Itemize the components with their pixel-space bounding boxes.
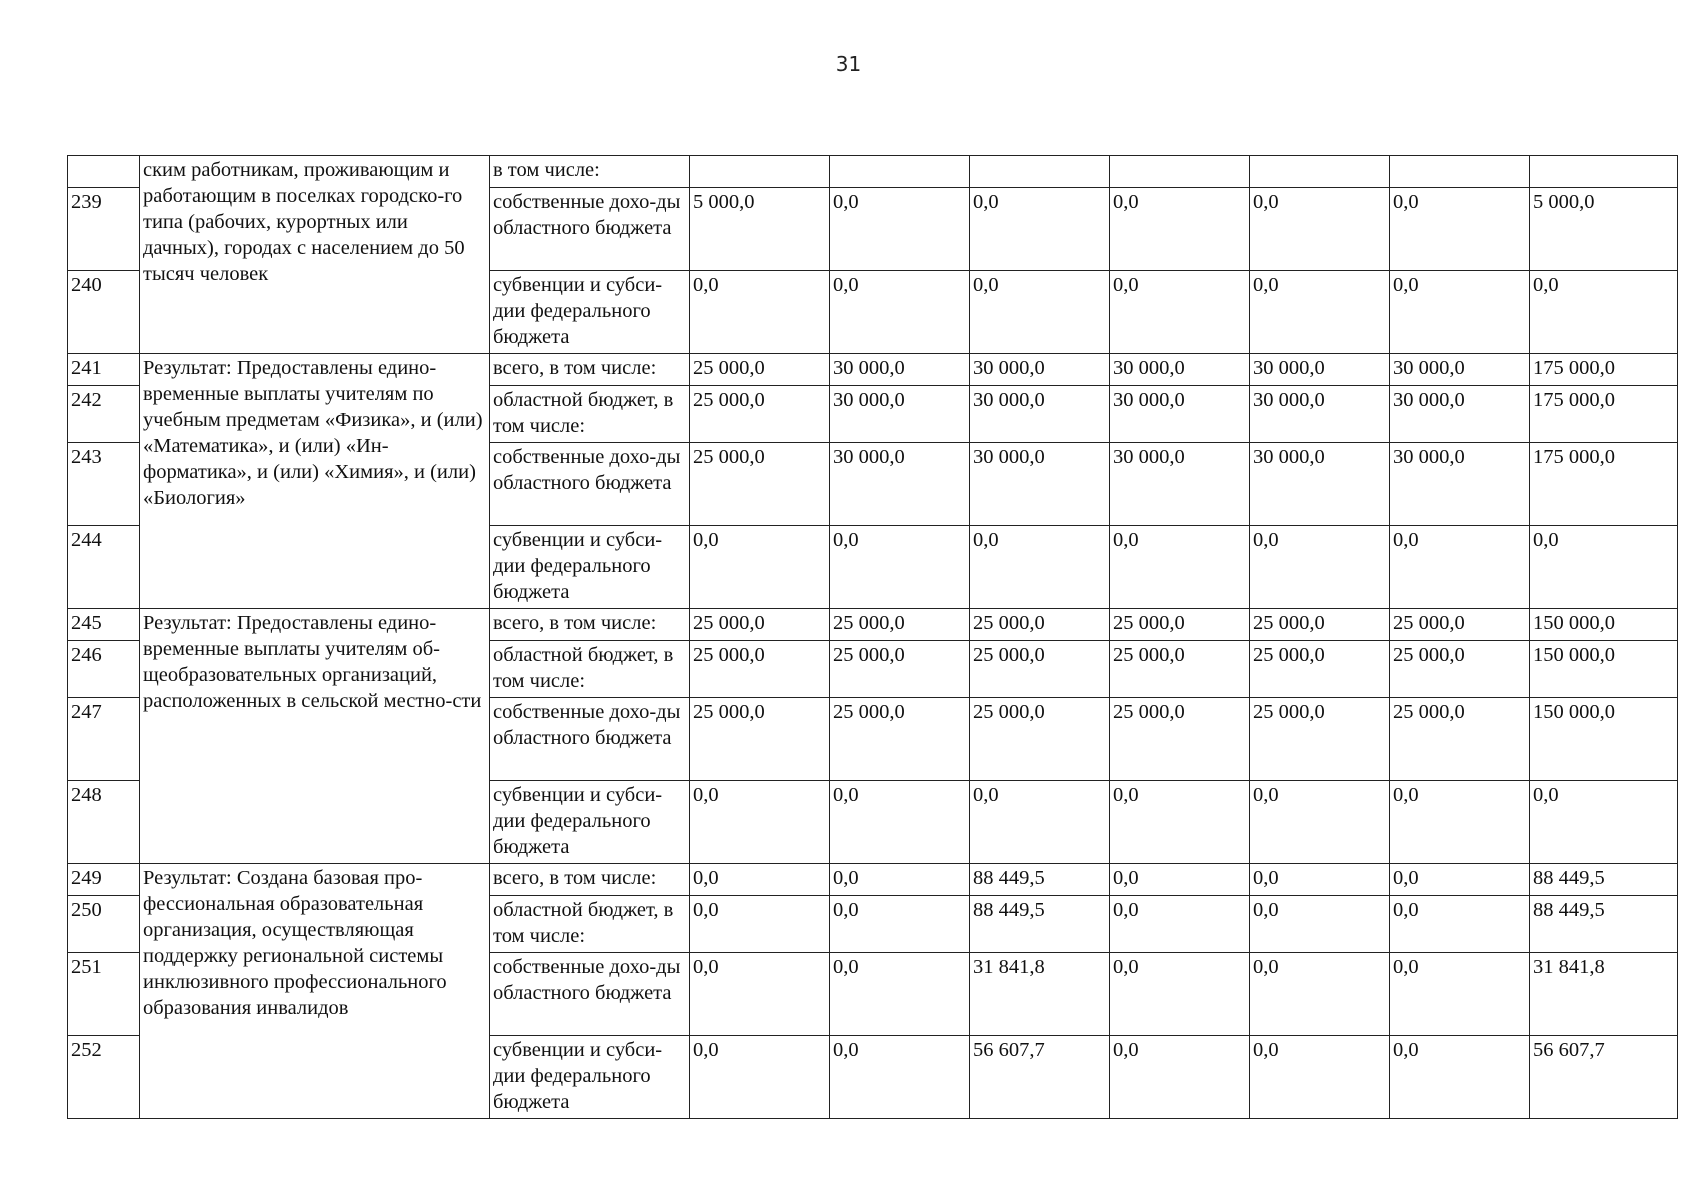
amount-cell bbox=[1250, 156, 1390, 188]
amount-cell: 0,0 bbox=[1390, 896, 1530, 953]
amount-cell: 25 000,0 bbox=[1390, 609, 1530, 641]
amount-cell: 175 000,0 bbox=[1530, 386, 1678, 443]
amount-cell: 0,0 bbox=[830, 1036, 970, 1119]
funding-source: субвенции и субси-дии федерального бюджета bbox=[490, 1036, 690, 1119]
funding-source: собственные дохо-ды областного бюджета bbox=[490, 443, 690, 526]
row-number: 246 bbox=[68, 641, 140, 698]
amount-cell: 30 000,0 bbox=[970, 386, 1110, 443]
amount-cell: 0,0 bbox=[1110, 781, 1250, 864]
amount-cell: 0,0 bbox=[690, 864, 830, 896]
row-number bbox=[68, 156, 140, 188]
amount-cell: 0,0 bbox=[1530, 526, 1678, 609]
table-row bbox=[68, 156, 1678, 188]
table-row bbox=[68, 354, 1678, 386]
amount-cell: 0,0 bbox=[1250, 864, 1390, 896]
amount-cell: 56 607,7 bbox=[1530, 1036, 1678, 1119]
amount-cell: 0,0 bbox=[1250, 188, 1390, 271]
row-number: 245 bbox=[68, 609, 140, 641]
row-number: 242 bbox=[68, 386, 140, 443]
amount-cell bbox=[1530, 156, 1678, 188]
amount-cell: 30 000,0 bbox=[970, 354, 1110, 386]
amount-cell: 25 000,0 bbox=[970, 641, 1110, 698]
amount-cell: 25 000,0 bbox=[1390, 641, 1530, 698]
amount-cell: 0,0 bbox=[970, 781, 1110, 864]
funding-source: всего, в том числе: bbox=[490, 609, 690, 641]
amount-cell: 31 841,8 bbox=[970, 953, 1110, 1036]
amount-cell: 30 000,0 bbox=[1110, 354, 1250, 386]
table-body bbox=[68, 156, 1678, 1119]
amount-cell: 88 449,5 bbox=[970, 864, 1110, 896]
row-number: 240 bbox=[68, 271, 140, 354]
result-description: Результат: Предоставлены едино-временные выплаты учителям по учебным предметам «Физика», и (или) «Математика», и (или) «Ин-форматика», и (или) «Химия», и (или) «Биология» bbox=[140, 354, 490, 609]
row-number: 239 bbox=[68, 188, 140, 271]
amount-cell: 30 000,0 bbox=[1250, 386, 1390, 443]
result-description: Результат: Предоставлены едино-временные выплаты учителям об-щеобразовательных организаций, расположенных в сельской местно-сти bbox=[140, 609, 490, 864]
amount-cell: 30 000,0 bbox=[1110, 443, 1250, 526]
amount-cell: 0,0 bbox=[830, 953, 970, 1036]
amount-cell: 25 000,0 bbox=[1110, 609, 1250, 641]
amount-cell bbox=[1390, 156, 1530, 188]
funding-source: областной бюджет, в том числе: bbox=[490, 896, 690, 953]
row-number: 248 bbox=[68, 781, 140, 864]
amount-cell: 30 000,0 bbox=[830, 354, 970, 386]
budget-table bbox=[67, 155, 1678, 1119]
amount-cell: 150 000,0 bbox=[1530, 609, 1678, 641]
amount-cell bbox=[1110, 156, 1250, 188]
amount-cell: 5 000,0 bbox=[690, 188, 830, 271]
amount-cell: 5 000,0 bbox=[1530, 188, 1678, 271]
amount-cell: 0,0 bbox=[830, 526, 970, 609]
amount-cell: 0,0 bbox=[970, 271, 1110, 354]
amount-cell: 88 449,5 bbox=[1530, 896, 1678, 953]
amount-cell: 0,0 bbox=[1250, 953, 1390, 1036]
amount-cell: 25 000,0 bbox=[1390, 698, 1530, 781]
amount-cell: 0,0 bbox=[1250, 271, 1390, 354]
amount-cell: 0,0 bbox=[1110, 864, 1250, 896]
funding-source: субвенции и субси-дии федерального бюджета bbox=[490, 526, 690, 609]
amount-cell: 0,0 bbox=[690, 781, 830, 864]
amount-cell: 0,0 bbox=[690, 953, 830, 1036]
amount-cell: 31 841,8 bbox=[1530, 953, 1678, 1036]
amount-cell: 30 000,0 bbox=[1250, 354, 1390, 386]
result-description: ским работникам, проживающим и работающим в поселках городско-го типа (рабочих, курортных или дачных), городах с населением до 50 тысяч человек bbox=[140, 156, 490, 354]
amount-cell: 0,0 bbox=[1390, 526, 1530, 609]
row-number: 252 bbox=[68, 1036, 140, 1119]
amount-cell: 0,0 bbox=[1110, 271, 1250, 354]
table-row bbox=[68, 864, 1678, 896]
amount-cell: 0,0 bbox=[1390, 781, 1530, 864]
amount-cell: 25 000,0 bbox=[830, 641, 970, 698]
funding-source: собственные дохо-ды областного бюджета bbox=[490, 953, 690, 1036]
row-number: 247 bbox=[68, 698, 140, 781]
amount-cell: 25 000,0 bbox=[830, 698, 970, 781]
amount-cell: 25 000,0 bbox=[690, 443, 830, 526]
funding-source: областной бюджет, в том числе: bbox=[490, 641, 690, 698]
amount-cell: 25 000,0 bbox=[830, 609, 970, 641]
amount-cell: 0,0 bbox=[1110, 896, 1250, 953]
amount-cell: 25 000,0 bbox=[690, 641, 830, 698]
row-number: 243 bbox=[68, 443, 140, 526]
amount-cell: 0,0 bbox=[1390, 953, 1530, 1036]
amount-cell bbox=[970, 156, 1110, 188]
amount-cell: 0,0 bbox=[690, 271, 830, 354]
amount-cell: 88 449,5 bbox=[1530, 864, 1678, 896]
amount-cell: 25 000,0 bbox=[970, 609, 1110, 641]
amount-cell: 25 000,0 bbox=[970, 698, 1110, 781]
amount-cell: 0,0 bbox=[1390, 1036, 1530, 1119]
amount-cell: 25 000,0 bbox=[1110, 641, 1250, 698]
amount-cell: 30 000,0 bbox=[1110, 386, 1250, 443]
row-number: 249 bbox=[68, 864, 140, 896]
amount-cell: 0,0 bbox=[970, 526, 1110, 609]
amount-cell: 150 000,0 bbox=[1530, 698, 1678, 781]
row-number: 251 bbox=[68, 953, 140, 1036]
amount-cell: 0,0 bbox=[1250, 526, 1390, 609]
amount-cell: 56 607,7 bbox=[970, 1036, 1110, 1119]
amount-cell: 0,0 bbox=[690, 526, 830, 609]
amount-cell: 0,0 bbox=[1110, 526, 1250, 609]
amount-cell bbox=[830, 156, 970, 188]
amount-cell: 30 000,0 bbox=[1390, 354, 1530, 386]
amount-cell: 175 000,0 bbox=[1530, 443, 1678, 526]
amount-cell: 25 000,0 bbox=[690, 354, 830, 386]
amount-cell: 0,0 bbox=[830, 781, 970, 864]
amount-cell: 30 000,0 bbox=[970, 443, 1110, 526]
funding-source: областной бюджет, в том числе: bbox=[490, 386, 690, 443]
amount-cell: 30 000,0 bbox=[830, 386, 970, 443]
amount-cell: 25 000,0 bbox=[690, 698, 830, 781]
amount-cell: 0,0 bbox=[830, 864, 970, 896]
amount-cell: 0,0 bbox=[1390, 188, 1530, 271]
amount-cell: 0,0 bbox=[1110, 188, 1250, 271]
amount-cell: 25 000,0 bbox=[1250, 609, 1390, 641]
funding-source: всего, в том числе: bbox=[490, 354, 690, 386]
funding-source: субвенции и субси-дии федерального бюджета bbox=[490, 781, 690, 864]
amount-cell: 0,0 bbox=[830, 188, 970, 271]
amount-cell: 30 000,0 bbox=[1250, 443, 1390, 526]
amount-cell: 0,0 bbox=[970, 188, 1110, 271]
funding-source: собственные дохо-ды областного бюджета bbox=[490, 698, 690, 781]
amount-cell: 30 000,0 bbox=[1390, 443, 1530, 526]
amount-cell: 0,0 bbox=[690, 1036, 830, 1119]
row-number: 244 bbox=[68, 526, 140, 609]
amount-cell: 30 000,0 bbox=[1390, 386, 1530, 443]
amount-cell: 0,0 bbox=[1530, 781, 1678, 864]
amount-cell: 0,0 bbox=[830, 896, 970, 953]
amount-cell: 150 000,0 bbox=[1530, 641, 1678, 698]
funding-source: субвенции и субси-дии федерального бюджета bbox=[490, 271, 690, 354]
result-description: Результат: Создана базовая про-фессиональная образовательная организация, осуществляющая поддержку региональной системы инклюзивного профессионального образования инвалидов bbox=[140, 864, 490, 1119]
amount-cell bbox=[690, 156, 830, 188]
amount-cell: 25 000,0 bbox=[690, 386, 830, 443]
table-row bbox=[68, 609, 1678, 641]
amount-cell: 0,0 bbox=[1250, 896, 1390, 953]
amount-cell: 25 000,0 bbox=[690, 609, 830, 641]
amount-cell: 0,0 bbox=[690, 896, 830, 953]
amount-cell: 0,0 bbox=[1250, 781, 1390, 864]
amount-cell: 0,0 bbox=[1110, 1036, 1250, 1119]
row-number: 250 bbox=[68, 896, 140, 953]
amount-cell: 0,0 bbox=[1110, 953, 1250, 1036]
page-number: 31 bbox=[835, 52, 862, 76]
row-number: 241 bbox=[68, 354, 140, 386]
funding-source: в том числе: bbox=[490, 156, 690, 188]
funding-source: собственные дохо-ды областного бюджета bbox=[490, 188, 690, 271]
amount-cell: 0,0 bbox=[1250, 1036, 1390, 1119]
amount-cell: 175 000,0 bbox=[1530, 354, 1678, 386]
amount-cell: 25 000,0 bbox=[1250, 641, 1390, 698]
amount-cell: 0,0 bbox=[830, 271, 970, 354]
amount-cell: 30 000,0 bbox=[830, 443, 970, 526]
amount-cell: 88 449,5 bbox=[970, 896, 1110, 953]
amount-cell: 25 000,0 bbox=[1250, 698, 1390, 781]
funding-source: всего, в том числе: bbox=[490, 864, 690, 896]
amount-cell: 0,0 bbox=[1390, 864, 1530, 896]
amount-cell: 0,0 bbox=[1530, 271, 1678, 354]
amount-cell: 0,0 bbox=[1390, 271, 1530, 354]
amount-cell: 25 000,0 bbox=[1110, 698, 1250, 781]
